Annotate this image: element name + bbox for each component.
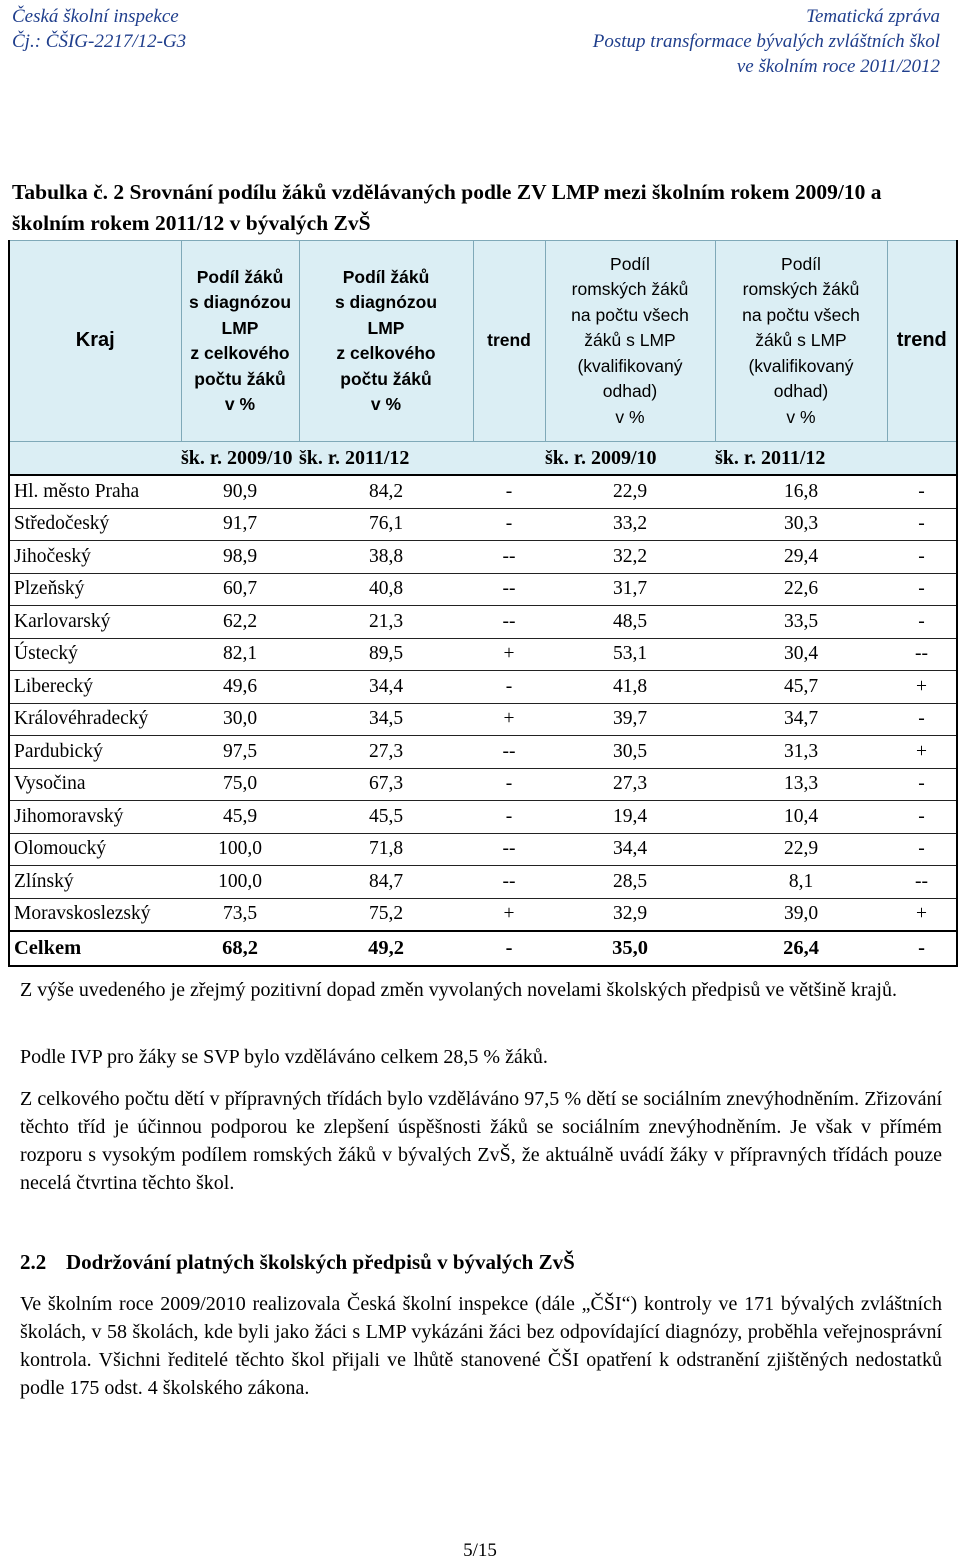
region-name: Vysočina (9, 768, 181, 801)
trend-1: -- (473, 833, 545, 866)
trend-2: - (887, 606, 957, 639)
trend-1: - (473, 768, 545, 801)
col-header-share-2011 (299, 241, 473, 442)
header-line: romských žáků (742, 279, 860, 300)
trend-1: - (473, 671, 545, 704)
region-name: Zlínský (9, 866, 181, 899)
share-2011: 21,3 (299, 606, 473, 639)
region-name: Ústecký (9, 638, 181, 671)
total-trend-1: - (473, 931, 545, 966)
share-2011: 38,8 (299, 541, 473, 574)
roma-2011: 16,8 (715, 475, 887, 508)
header-school-year: ve školním roce 2011/2012 (736, 56, 940, 77)
header-line: žáků s LMP (755, 330, 847, 351)
section-title: Dodržování platných školských předpisů v bývalých ZvŠ (66, 1250, 575, 1274)
roma-2009: 30,5 (545, 736, 715, 769)
share-2009: 75,0 (181, 768, 299, 801)
col-header-roma-2009 (545, 241, 715, 442)
roma-2009: 22,9 (545, 475, 715, 508)
trend-2: -- (887, 638, 957, 671)
comparison-table (8, 240, 958, 967)
share-2011: 27,3 (299, 736, 473, 769)
header-institution: Česká školní inspekce (12, 6, 179, 27)
share-2011: 34,5 (299, 703, 473, 736)
trend-2: - (887, 541, 957, 574)
share-2009: 82,1 (181, 638, 299, 671)
trend-1: - (473, 801, 545, 834)
header-line: Podíl (610, 253, 650, 274)
region-name: Olomoucký (9, 833, 181, 866)
table-total-row (9, 931, 957, 966)
table-row (9, 866, 957, 899)
col-header-trend-1: trend (473, 241, 545, 442)
region-name: Jihomoravský (9, 801, 181, 834)
header-line: žáků s LMP (584, 330, 676, 351)
table-row (9, 508, 957, 541)
trend-1: -- (473, 736, 545, 769)
header-line: v % (370, 394, 402, 414)
share-2009: 49,6 (181, 671, 299, 704)
trend-1: - (473, 508, 545, 541)
total-trend-2: - (887, 931, 957, 966)
region-name: Moravskoslezský (9, 898, 181, 931)
table-row (9, 671, 957, 704)
roma-2009: 34,4 (545, 833, 715, 866)
share-2009: 60,7 (181, 573, 299, 606)
share-2011: 45,5 (299, 801, 473, 834)
table-row (9, 606, 957, 639)
roma-2009: 33,2 (545, 508, 715, 541)
share-2011: 71,8 (299, 833, 473, 866)
trend-2: - (887, 508, 957, 541)
roma-2009: 48,5 (545, 606, 715, 639)
table-row (9, 768, 957, 801)
share-2009: 100,0 (181, 866, 299, 899)
share-2009: 62,2 (181, 606, 299, 639)
trend-2: + (887, 736, 957, 769)
header-line: LMP (221, 317, 259, 338)
roma-2011: 10,4 (715, 801, 887, 834)
col-header-kraj: Kraj (9, 241, 181, 442)
roma-2011: 22,9 (715, 833, 887, 866)
header-line: odhad) (602, 381, 658, 402)
share-2011: 34,4 (299, 671, 473, 704)
trend-1: + (473, 898, 545, 931)
header-report-title: Postup transformace bývalých zvláštních škol (592, 31, 940, 52)
trend-2: - (887, 475, 957, 508)
roma-2009: 53,1 (545, 638, 715, 671)
header-line: LMP (367, 317, 405, 338)
trend-2: - (887, 801, 957, 834)
header-line: v % (786, 406, 816, 427)
trend-2: + (887, 671, 957, 704)
share-2009: 100,0 (181, 833, 299, 866)
paragraph-2: Podle IVP pro žáky se SVP bylo vzděláváno celkem 28,5 % žáků. (20, 1046, 548, 1068)
header-line: z celkového (336, 343, 436, 363)
roma-2011: 39,0 (715, 898, 887, 931)
header-line: (kvalifikovaný (577, 355, 683, 376)
table-row (9, 898, 957, 931)
table-row (9, 638, 957, 671)
header-line: v % (615, 406, 645, 427)
roma-2011: 8,1 (715, 866, 887, 899)
trend-1: + (473, 638, 545, 671)
trend-2: - (887, 573, 957, 606)
share-2009: 97,5 (181, 736, 299, 769)
region-name: Karlovarský (9, 606, 181, 639)
header-line: z celkového (190, 343, 290, 363)
roma-2009: 27,3 (545, 768, 715, 801)
share-2011: 40,8 (299, 573, 473, 606)
table-row (9, 833, 957, 866)
trend-2: - (887, 703, 957, 736)
header-line: Podíl žáků (196, 266, 284, 287)
roma-2011: 33,5 (715, 606, 887, 639)
table-header-row (9, 241, 957, 442)
section-heading (20, 1250, 575, 1275)
region-name: Plzeňský (9, 573, 181, 606)
paragraph-4: Ve školním roce 2009/2010 realizovala Česká školní inspekce (dále „ČŠI“) kontroly ve 171 bývalých zvláštních školách, v 58 školách, kde byli jako žáci s LMP vykázáni žáci bez odpovídající diagnózy, proběhla veřejnosprávní kontrola. Všichni ředitelé těchto škol přijali ve lhůtě stanovené ČŠI opatření k odstranění zjištěných nedostatků podle 175 odst. 4 školského zákona. (20, 1293, 942, 1399)
region-name: Hl. město Praha (9, 475, 181, 508)
roma-2009: 19,4 (545, 801, 715, 834)
roma-2011: 22,6 (715, 573, 887, 606)
share-2011: 84,2 (299, 475, 473, 508)
roma-2009: 28,5 (545, 866, 715, 899)
share-2009: 91,7 (181, 508, 299, 541)
trend-2: -- (887, 866, 957, 899)
header-line: Podíl žáků (342, 266, 430, 287)
header-line: na počtu všech (742, 304, 860, 325)
share-2009: 98,9 (181, 541, 299, 574)
year-label-1: šk. r. 2009/10 (181, 442, 299, 476)
trend-2: + (887, 898, 957, 931)
total-label: Celkem (9, 931, 181, 966)
trend-1: -- (473, 541, 545, 574)
header-report-type: Tematická zpráva (806, 6, 940, 27)
share-2009: 30,0 (181, 703, 299, 736)
roma-2009: 39,7 (545, 703, 715, 736)
share-2011: 75,2 (299, 898, 473, 931)
roma-2009: 32,2 (545, 541, 715, 574)
col-header-share-2009 (181, 241, 299, 442)
document-header-left (12, 4, 186, 54)
header-line: odhad) (773, 381, 829, 402)
year-label-4: šk. r. 2011/12 (715, 442, 887, 476)
total-share-2009: 68,2 (181, 931, 299, 966)
year-label-3: šk. r. 2009/10 (545, 442, 715, 476)
total-roma-2011: 26,4 (715, 931, 887, 966)
trend-1: - (473, 475, 545, 508)
total-roma-2009: 35,0 (545, 931, 715, 966)
table-caption: Tabulka č. 2 Srovnání podílu žáků vzdělávaných podle ZV LMP mezi školním rokem 2009/10 a školním rokem 2011/12 v bývalých ZvŠ (12, 180, 882, 235)
roma-2011: 13,3 (715, 768, 887, 801)
share-2009: 90,9 (181, 475, 299, 508)
page-number: 5/15 (463, 1540, 497, 1561)
roma-2011: 45,7 (715, 671, 887, 704)
share-2011: 67,3 (299, 768, 473, 801)
roma-2011: 30,4 (715, 638, 887, 671)
roma-2009: 41,8 (545, 671, 715, 704)
table-row (9, 475, 957, 508)
roma-2011: 34,7 (715, 703, 887, 736)
header-line: s diagnózou (334, 292, 438, 312)
region-name: Pardubický (9, 736, 181, 769)
table-row (9, 703, 957, 736)
trend-1: + (473, 703, 545, 736)
table-year-row (9, 442, 957, 476)
table-row (9, 801, 957, 834)
share-2009: 73,5 (181, 898, 299, 931)
header-line: v % (224, 394, 256, 414)
share-2011: 84,7 (299, 866, 473, 899)
roma-2009: 32,9 (545, 898, 715, 931)
table-row (9, 541, 957, 574)
share-2011: 89,5 (299, 638, 473, 671)
header-line: počtu žáků (340, 368, 432, 389)
region-name: Jihočeský (9, 541, 181, 574)
col-header-trend-2: trend (887, 241, 957, 442)
header-line: počtu žáků (194, 368, 286, 389)
header-line: (kvalifikovaný (748, 355, 854, 376)
roma-2011: 30,3 (715, 508, 887, 541)
table-row (9, 736, 957, 769)
roma-2011: 31,3 (715, 736, 887, 769)
col-header-roma-2011 (715, 241, 887, 442)
share-2009: 45,9 (181, 801, 299, 834)
region-name: Středočeský (9, 508, 181, 541)
header-line: Podíl (781, 253, 821, 274)
trend-1: -- (473, 573, 545, 606)
total-share-2011: 49,2 (299, 931, 473, 966)
document-header-right (593, 4, 940, 79)
trend-2: - (887, 833, 957, 866)
paragraph-1: Z výše uvedeného je zřejmý pozitivní dopad změn vyvolaných novelami školských předpisů ve většině krajů. (20, 979, 897, 1001)
trend-1: -- (473, 866, 545, 899)
trend-1: -- (473, 606, 545, 639)
header-line: romských žáků (571, 279, 689, 300)
region-name: Královéhradecký (9, 703, 181, 736)
header-line: s diagnózou (188, 292, 292, 312)
roma-2011: 29,4 (715, 541, 887, 574)
section-number: 2.2 (20, 1250, 47, 1274)
year-label-2: šk. r. 2011/12 (299, 442, 473, 476)
paragraph-3: Z celkového počtu dětí v přípravných třídách bylo vzděláváno 97,5 % dětí se sociálním znevýhodněním. Zřizování těchto tříd je účinnou podporou ke zlepšení úspěšnosti žáků se sociálním znevýhodněním. Je však v přímém rozporu s vysokým podílem romských žáků v bývalých ZvŠ, že aktuálně uvádí žáky v přípravných třídách pouze necelá čtvrtina těchto škol. (20, 1088, 942, 1194)
share-2011: 76,1 (299, 508, 473, 541)
table-row (9, 573, 957, 606)
region-name: Liberecký (9, 671, 181, 704)
trend-2: - (887, 768, 957, 801)
roma-2009: 31,7 (545, 573, 715, 606)
header-line: na počtu všech (571, 304, 689, 325)
header-reference: Čj.: ČŠIG-2217/12-G3 (12, 31, 187, 52)
